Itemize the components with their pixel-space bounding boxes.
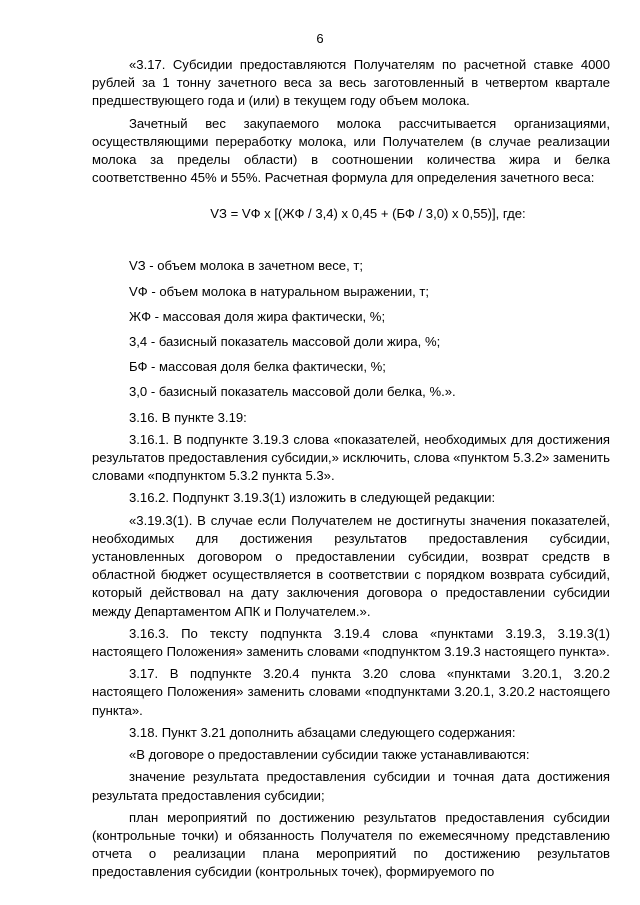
definition-item: VФ - объем молока в натуральном выражении, т;: [129, 283, 430, 299]
paragraph-action-plan: план мероприятий по достижению результатов предоставления субсидии (контрольные точки) и обязанность Получателя по ежемесячному представлению отчета о реализации плана мероприятий по достижению результатов предоставления субсидии (контрольных точек), формируемого по: [92, 809, 610, 880]
document-body: [92, 56, 610, 886]
definition-item: 3,0 - базисный показатель массовой доли белка, %.».: [129, 384, 456, 400]
definition-item: 3,4 - базисный показатель массовой доли жира, %;: [129, 334, 441, 350]
page-number: 6: [316, 31, 324, 46]
formula: VЗ = VФ х [(ЖФ / 3,4) х 0,45 + (БФ / 3,0) х 0,55)], где:: [210, 206, 526, 222]
paragraph-3-17-amend: 3.17. В подпункте 3.20.4 пункта 3.20 слова «пунктами 3.20.1, 3.20.2 настоящего Положения» заменить словами «подпунктами 3.20.1, 3.20.2 настоящего пункта».: [92, 666, 610, 718]
paragraph-3-18: 3.18. Пункт 3.21 дополнить абзацами следующего содержания:: [129, 724, 516, 740]
paragraph-3-16-1: 3.16.1. В подпункте 3.19.3 слова «показателей, необходимых для достижения результатов предоставления субсидии,» исключить, слова «пунктом 5.3.2» заменить словами «подпунктом 5.3.2 пункта 5.3».: [92, 431, 610, 484]
definition-item: VЗ - объем молока в зачетном весе, т;: [129, 258, 363, 274]
formula-definitions: [92, 257, 610, 401]
paragraph-3-17-subsidies: «3.17. Субсидии предоставляются Получателям по расчетной ставке 4000 рублей за 1 тонну зачетного веса за весь заготовленный в четвертом квартале предшествующего года и (или) в текущем году объем молока.: [92, 57, 610, 109]
paragraph-credited-weight: Зачетный вес закупаемого молока рассчитывается организациями, осуществляющими переработку молока, или Получателем (в случае реализации молока за пределы области) в соотношении количества жира и белка соответственно 45% и 55%. Расчетная формула для определения зачетного веса:: [92, 115, 610, 186]
paragraph-3-16-3: 3.16.3. По тексту подпункта 3.19.4 слова «пунктами 3.19.3, 3.19.3(1) настоящего Положения» заменить словами «подпунктом 3.19.3 настоящего пункта».: [92, 625, 610, 660]
paragraph-3-19-3-1: «3.19.3(1). В случае если Получателем не достигнуты значения показателей, необходимых для достижения результатов предоставления субсидии, установленных договором о предоставлении субсидии, возврат средств в областной бюджет осуществляется в соответствии с порядком возврата субсидий, который действовал на дату заключения договора о предоставлении субсидии между Департаментом АПК и Получателем.».: [92, 512, 610, 619]
paragraph-result-value: значение результата предоставления субсидии и точная дата достижения результата предоставления субсидии;: [92, 769, 610, 803]
paragraph-contract-terms: «В договоре о предоставлении субсидии также устанавливаются:: [129, 747, 530, 763]
definition-item: БФ - массовая доля белка фактически, %;: [129, 359, 386, 375]
definition-item: ЖФ - массовая доля жира фактически, %;: [129, 308, 386, 324]
paragraph-3-16-2: 3.16.2. Подпункт 3.19.3(1) изложить в следующей редакции:: [129, 490, 496, 506]
paragraph-3-16: 3.16. В пункте 3.19:: [129, 409, 247, 425]
